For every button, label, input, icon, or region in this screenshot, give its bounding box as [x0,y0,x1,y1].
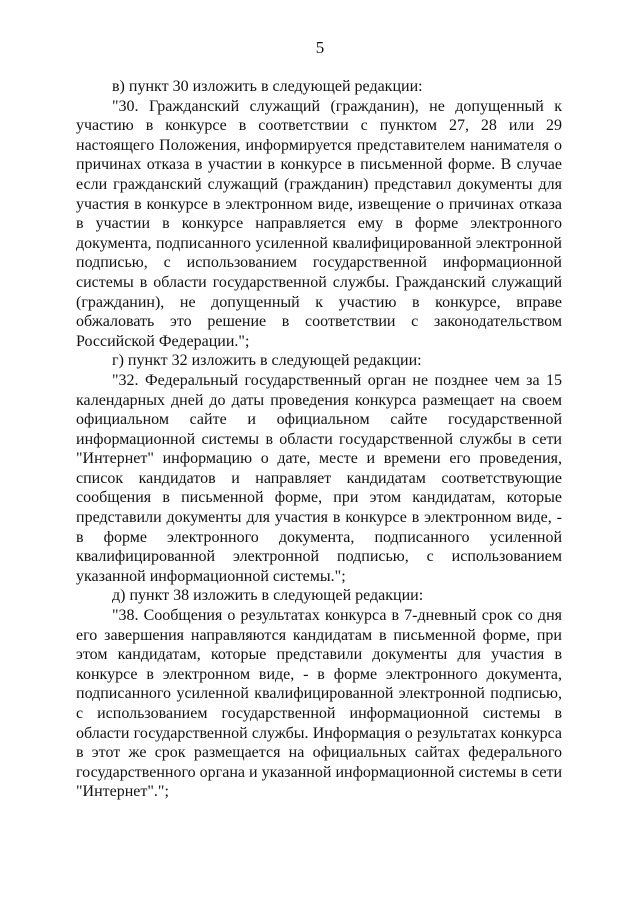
amendment-item-d: д) пункт 38 изложить в следующей редакции: [112,587,424,605]
clause-32-text: "32. Федеральный государственный орган не позднее чем за 15 календарных дней до даты проведения конкурса размещает на своем официальном сайте и официальном сайте государственной информационной системы в области государственной службы в сети "Интернет" информацию о дате, месте и времени его проведения, список кандидатов и направляет кандидатам соответствующие сообщения в письменной форме, при этом кандидатам, которые представили документы для участия в конкурсе в электронном виде, - в форме электронного документа, подписанного усиленной квалифицированной электронной подписью, с использованием указанной информационной системы."; [76,371,562,585]
page-number: 5 [315,38,325,57]
document-body [76,77,562,802]
clause-38-text: "38. Сообщения о результатах конкурса в 7-дневный срок со дня его завершения направляются кандидатам в письменной форме, при этом кандидатам, которые представили документы для участия в конкурсе в электронном виде, - в форме электронного документа, подписанного усиленной квалифицированной электронной подписью, с использованием государственной информационной системы в области государственной службы. Информация о результатах конкурса в этот же срок размещается на официальных сайтах федерального государственного органа и указанной информационной системы в сети "Интернет"."; [76,607,562,801]
amendment-item-g: г) пункт 32 изложить в следующей редакции: [112,352,422,370]
clause-30-text: "30. Гражданский служащий (гражданин), не допущенный к участию в конкурсе в соответствии с пунктом 27, 28 или 29 настоящего Положения, информируется представителем нанимателя о причинах отказа в участии в конкурсе в письменной форме. В случае если гражданский служащий (гражданин) представил документы для участия в конкурсе в электронном виде, извещение о причинах отказа в участии в конкурсе направляется ему в форме электронного документа, подписанного усиленной квалифицированной электронной подписью, с использованием государственной информационной системы в области государственной службы. Гражданский служащий (гражданин), не допущенный к участию в конкурсе, вправе обжаловать это решение в соответствии с законодательством Российской Федерации."; [76,97,562,350]
amendment-item-v: в) пункт 30 изложить в следующей редакции: [112,78,423,95]
